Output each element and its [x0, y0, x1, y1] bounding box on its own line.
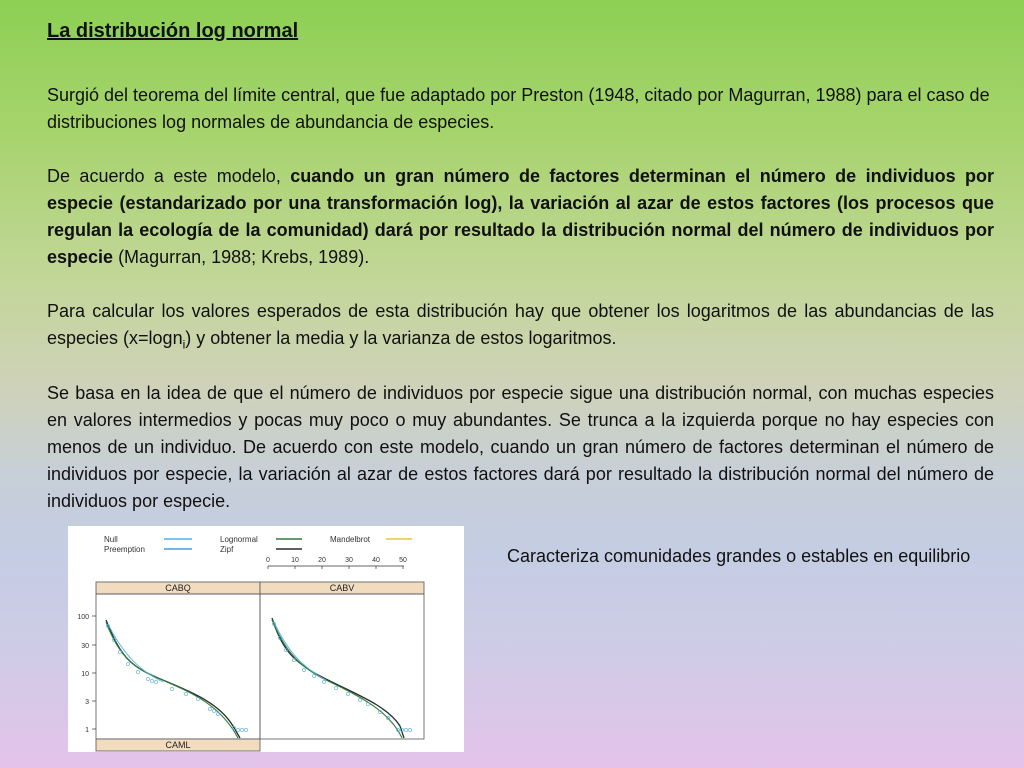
- paragraph-model: [47, 163, 994, 271]
- side-note: Caracteriza comunidades grandes o estables en equilibrio: [507, 546, 971, 566]
- y-tick-label: 3: [85, 699, 89, 706]
- calculation-text-start: Para calcular los valores esperados de esta distribución hay que obtener los logaritmos de las abundancias de las especies (x=logn: [47, 301, 994, 348]
- paragraph-calculation: [47, 298, 994, 352]
- model-intro-text: De acuerdo a este modelo,: [47, 166, 291, 186]
- y-axis-ticks: [77, 614, 96, 734]
- top-tick-label: 0: [266, 557, 270, 564]
- legend-zipf-label: Zipf: [220, 545, 234, 554]
- curve-cabv-lognormal: [272, 620, 402, 738]
- legend-preemption-label: Preemption: [104, 545, 145, 554]
- legend-mandelbrot-label: Mandelbrot: [330, 535, 371, 544]
- panel-title-cabv: CABV: [329, 583, 355, 593]
- y-tick-label: 100: [77, 614, 89, 621]
- panel-title-cabq: CABQ: [165, 583, 191, 593]
- paragraph-origin: Surgió del teorema del límite central, que fue adaptado por Preston (1948, citado por Magurran, 1988) para el caso de distribuciones log normales de abundancia de especies.: [47, 85, 990, 132]
- top-tick-label: 40: [372, 557, 380, 564]
- y-tick-label: 1: [85, 727, 89, 734]
- panel-frame-cabv: [260, 594, 424, 739]
- slide-title: La distribución log normal: [47, 20, 299, 42]
- top-tick-label: 30: [345, 557, 353, 564]
- curve-cabv-null: [274, 622, 326, 680]
- top-tick-label: 20: [318, 557, 326, 564]
- y-tick-label: 10: [81, 671, 89, 678]
- top-axis-ticks: [266, 557, 407, 569]
- top-tick-label: 50: [399, 557, 407, 564]
- paragraph-basis: Se basa en la idea de que el número de individuos por especie sigue una distribución normal, con muchas especies en valores intermedios y pocas muy poco o muy abundantes. Se trunca a la izquierda porque no hay especies con menos de un individuo. De acuerdo con este modelo, cuando un gran número de factores determinan el número de individuos por especie, la variación al azar de estos factores dará por resultado la distribución normal del número de individuos por especie.: [47, 383, 994, 511]
- panel-frame-cabq: [96, 594, 260, 739]
- curve-cabq-lognormal: [106, 622, 238, 738]
- points-cabq: [106, 624, 247, 731]
- rank-abundance-figure: [68, 526, 464, 752]
- curve-cabq-null: [108, 624, 163, 682]
- top-tick-label: 10: [291, 557, 299, 564]
- model-bold-text: cuando un gran número de factores determinan el número de individuos por especie (estandarizado por una transformación log), la variación al azar de estos factores (los procesos que regulan la ecología de la comunidad) dará por resultado la distribución normal del número de individuos por especie: [47, 166, 994, 267]
- curve-cabq-zipf: [106, 620, 240, 738]
- legend-null-label: Null: [104, 535, 118, 544]
- panel-title-caml: CAML: [165, 740, 191, 750]
- subscript-i: i: [182, 337, 186, 352]
- model-citation-text: (Magurran, 1988; Krebs, 1989).: [113, 247, 370, 267]
- rank-abundance-plot: [68, 526, 464, 752]
- y-tick-label: 30: [81, 643, 89, 650]
- curve-cabv-zipf: [272, 618, 404, 738]
- legend-lognormal-label: Lognormal: [220, 535, 258, 544]
- calculation-text-end: ) y obtener la media y la varianza de estos logaritmos.: [185, 328, 617, 348]
